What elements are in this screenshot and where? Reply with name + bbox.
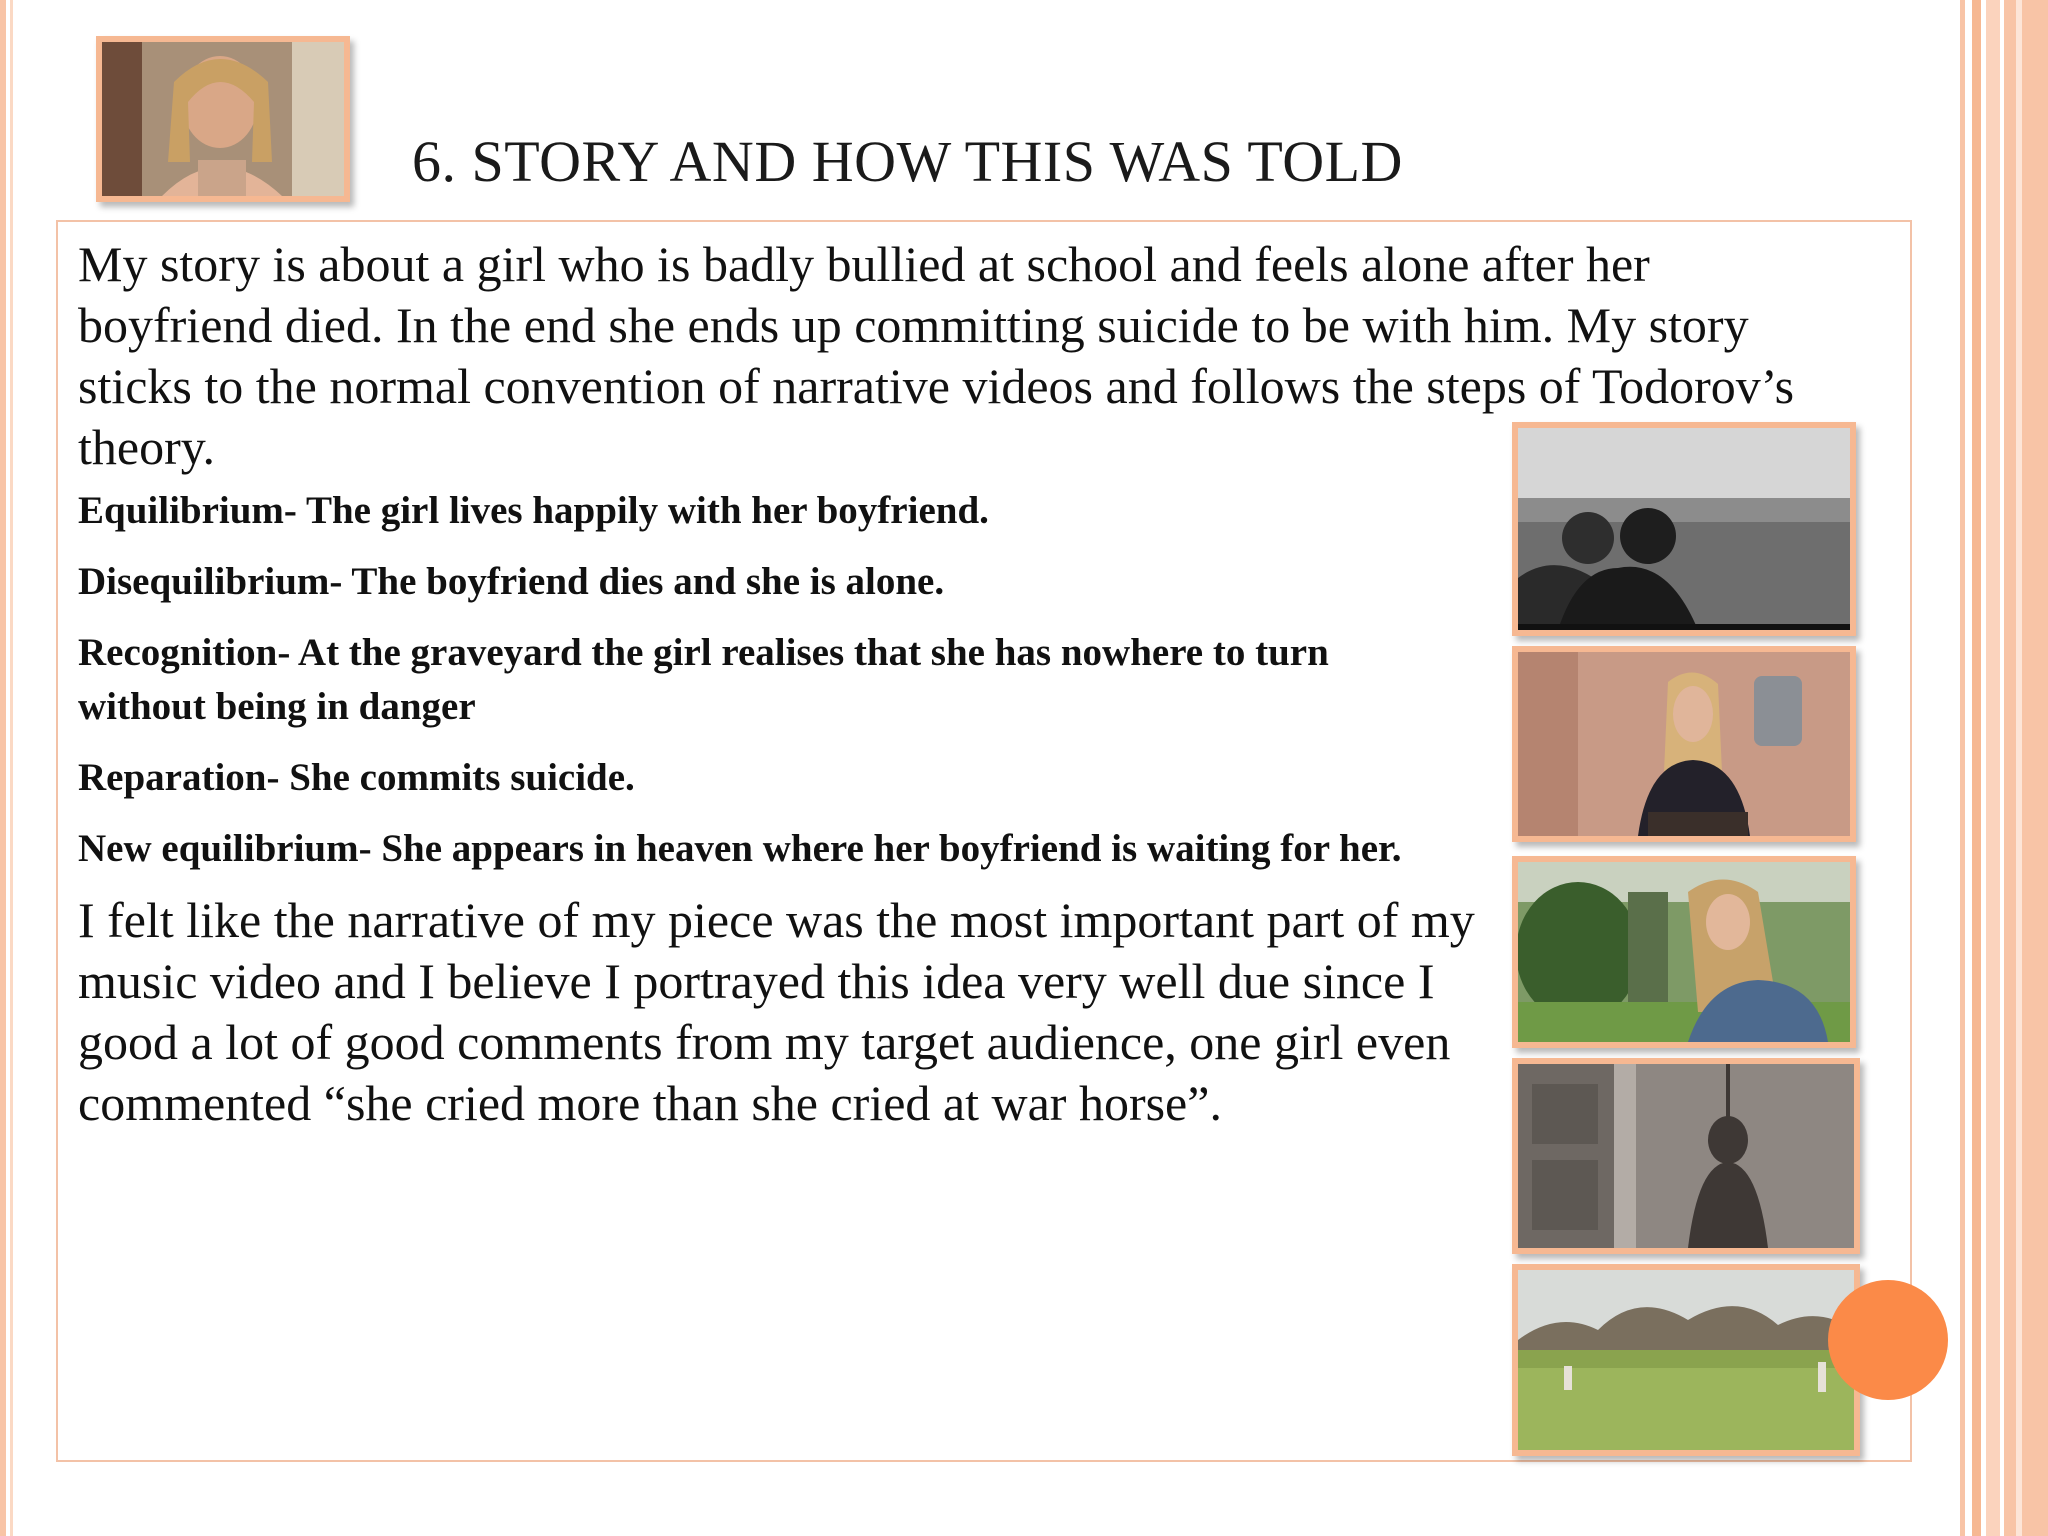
step-reparation: Reparation- She commits suicide.	[78, 756, 635, 799]
step-recognition: Recognition- At the graveyard the girl realises that she has nowhere to turn without being in danger	[78, 631, 1329, 728]
intro-paragraph: My story is about a girl who is badly bullied at school and feels alone after her boyfriend died. In the end she ends up committing suicide to be with him. My story sticks to the normal convention of narrative videos and follows the steps of Todorov’s theory.	[78, 236, 1795, 475]
video-still-bathroom-icon	[1518, 652, 1850, 836]
right-stripe-a	[1960, 0, 1965, 1536]
left-stripe-inner	[10, 0, 13, 1536]
video-still-lake-thumbnail	[1512, 422, 1856, 636]
video-still-bathroom-thumbnail	[1512, 646, 1856, 842]
video-still-garden-thumbnail	[1512, 856, 1856, 1048]
conclusion-paragraph: I felt like the narrative of my piece was the most important part of my music video and I believe I portrayed this idea very well due since I good a lot of good comments from my target audience, one girl even commented “she cried more than she cried at war horse”.	[78, 892, 1475, 1131]
step-equilibrium: Equilibrium- The girl lives happily with her boyfriend.	[78, 489, 989, 532]
video-still-lake-icon	[1518, 428, 1850, 630]
slide-title: 6. STORY AND HOW THIS WAS TOLD	[412, 129, 1403, 194]
video-still-shadow-icon	[1518, 1064, 1854, 1248]
video-still-garden-icon	[1518, 862, 1850, 1042]
right-stripe-d	[2004, 0, 2048, 1536]
video-still-girl-thumbnail	[96, 36, 350, 202]
step-new-equilibrium: New equilibrium- She appears in heaven where her boyfriend is waiting for her.	[78, 827, 1402, 870]
video-still-girl-icon	[102, 42, 344, 196]
right-stripe-c	[1986, 0, 2000, 1536]
slide-body	[78, 234, 1795, 1134]
accent-circle	[1828, 1280, 1948, 1400]
video-still-field-icon	[1518, 1270, 1854, 1450]
left-stripe-outer	[0, 0, 6, 1536]
video-still-field-thumbnail	[1512, 1264, 1860, 1456]
step-disequilibrium: Disequilibrium- The boyfriend dies and she is alone.	[78, 560, 945, 603]
right-stripe-e	[2016, 0, 2022, 1536]
video-still-shadow-thumbnail	[1512, 1058, 1860, 1254]
right-stripe-b	[1972, 0, 1981, 1536]
